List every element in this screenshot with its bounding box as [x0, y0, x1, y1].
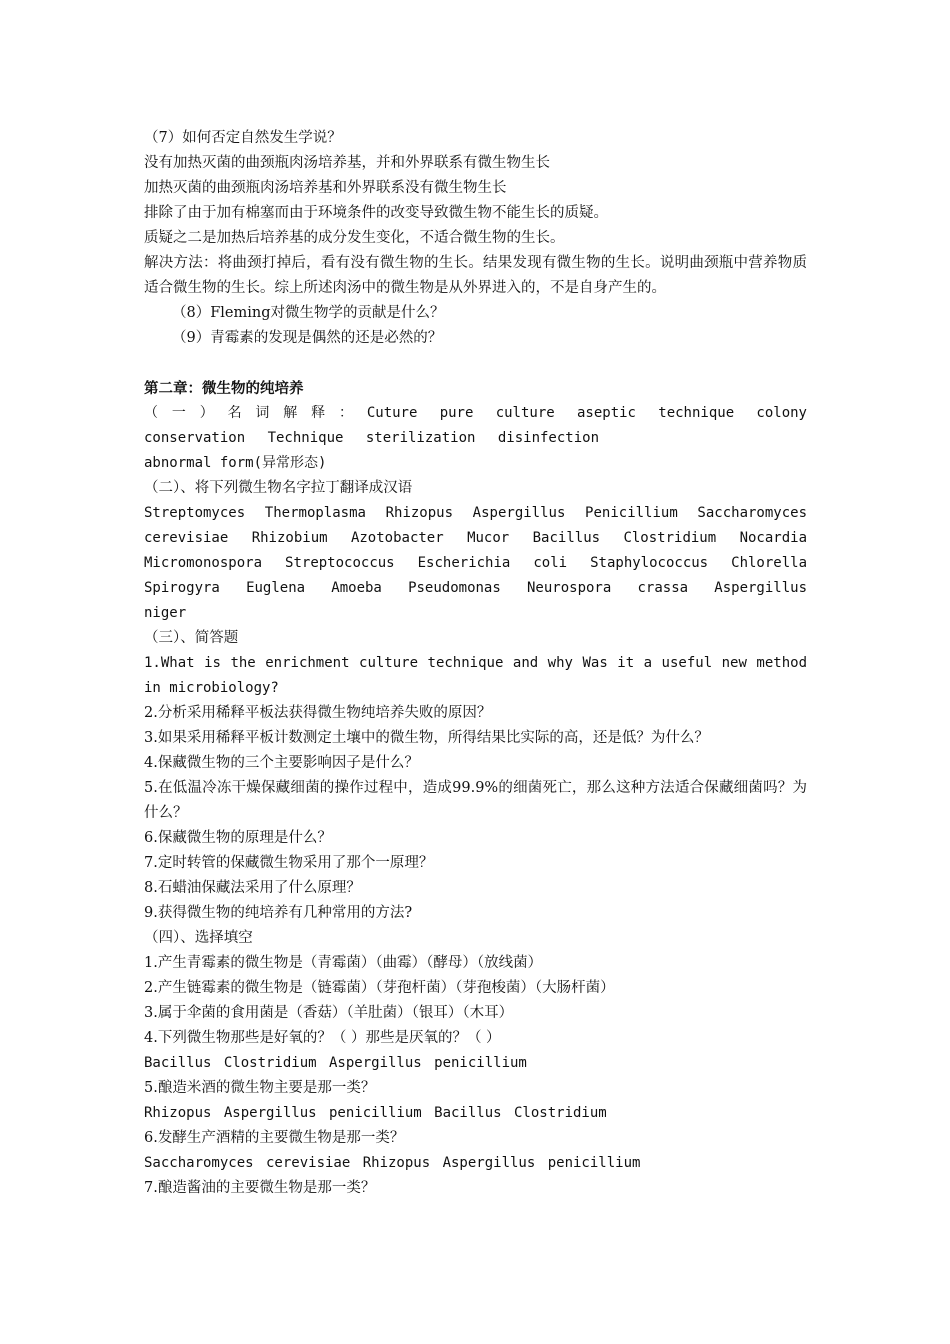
- terms-line-1: （一）名词解释：Cuture pure culture aseptic technique colony: [144, 405, 807, 421]
- short-answer-q8: 8.石蜡油保藏法采用了什么原理？: [144, 880, 361, 896]
- choice-q5: 5.酿造米酒的微生物主要是那一类？: [144, 1080, 376, 1096]
- choice-q6: 6.发酵生产酒精的主要微生物是那一类？: [144, 1130, 405, 1146]
- terms-line-2: conservation Technique sterilization disinfection: [144, 430, 600, 446]
- choice-q4-options: Bacillus Clostridium Aspergillus penicillium: [144, 1055, 527, 1071]
- choice-q7: 7.酿造酱油的主要微生物是那一类？: [144, 1180, 376, 1196]
- choice-q3: 3.属于伞菌的食用菌是（香菇）（羊肚菌）（银耳）（木耳）: [144, 1005, 514, 1021]
- question-7: （7）如何否定自然发生学说？: [144, 130, 342, 146]
- short-answer-q2: 2.分析采用稀释平板法获得微生物纯培养失败的原因？: [144, 705, 492, 721]
- short-answer-q5: 5.在低温冷冻干燥保藏细菌的操作过程中，造成99.9%的细菌死亡，那么这种方法适合保藏细菌吗？为什么？: [144, 780, 807, 821]
- choice-q6-options: Saccharomyces cerevisiae Rhizopus Aspergillus penicillium: [144, 1155, 641, 1171]
- choice-q2: 2.产生链霉素的微生物是（链霉菌）（芽孢杆菌）（芽孢梭菌）（大肠杆菌）: [144, 980, 615, 996]
- short-answer-q6: 6.保藏微生物的原理是什么？: [144, 830, 332, 846]
- choice-q4: 4.下列微生物那些是好氧的？（ ）那些是厌氧的？（ ）: [144, 1030, 501, 1046]
- answer-7-line-2: 加热灭菌的曲颈瓶肉汤培养基和外界联系没有微生物生长: [144, 180, 507, 196]
- latin-names-line-5: niger: [144, 605, 187, 621]
- choice-q5-options: Rhizopus Aspergillus penicillium Bacillus Clostridium: [144, 1105, 607, 1121]
- question-8: （8）Fleming对微生物学的贡献是什么？: [172, 305, 445, 321]
- short-answer-title: （三）、简答题: [144, 630, 239, 646]
- document-page: [144, 126, 807, 1201]
- answer-7-line-3: 排除了由于加有棉塞而由于环境条件的改变导致微生物不能生长的质疑。: [144, 205, 608, 221]
- short-answer-q3: 3.如果采用稀释平板计数测定土壤中的微生物，所得结果比实际的高，还是低？为什么？: [144, 730, 709, 746]
- choice-q1: 1.产生青霉素的微生物是（青霉菌）（曲霉）（酵母）（放线菌）: [144, 955, 543, 971]
- short-answer-q7: 7.定时转管的保藏微生物采用了那个一原理？: [144, 855, 434, 871]
- latin-names-line-3: Micromonospora Streptococcus Escherichia coli Staphylococcus Chlorella: [144, 555, 807, 571]
- short-answer-q1: 1.What is the enrichment culture technique and why Was it a useful new method in microbiology?: [144, 655, 807, 696]
- short-answer-q9: 9.获得微生物的纯培养有几种常用的方法?: [144, 905, 413, 921]
- latin-translation-title: （二）、将下列微生物名字拉丁翻译成汉语: [144, 480, 413, 496]
- choice-title: （四）、选择填空: [144, 930, 253, 946]
- terms-line-3: abnormal form(异常形态): [144, 455, 327, 471]
- question-9: （9）青霉素的发现是偶然的还是必然的？: [172, 330, 443, 346]
- latin-names-line-4: Spirogyra Euglena Amoeba Pseudomonas Neurospora crassa Aspergillus: [144, 580, 807, 596]
- latin-names-line-2: cerevisiae Rhizobium Azotobacter Mucor Bacillus Clostridium Nocardia: [144, 530, 807, 546]
- answer-7-line-1: 没有加热灭菌的曲颈瓶肉汤培养基，并和外界联系有微生物生长: [144, 155, 550, 171]
- spacer: [144, 351, 807, 376]
- chapter-2-title: 第二章：微生物的纯培养: [144, 380, 304, 397]
- answer-7-line-4: 质疑之二是加热后培养基的成分发生变化，不适合微生物的生长。: [144, 230, 565, 246]
- latin-names-line-1: Streptomyces Thermoplasma Rhizopus Aspergillus Penicillium Saccharomyces: [144, 505, 807, 521]
- short-answer-q4: 4.保藏微生物的三个主要影响因子是什么？: [144, 755, 419, 771]
- answer-7-solution: 解决方法：将曲颈打掉后，看有没有微生物的生长。结果发现有微生物的生长。说明曲颈瓶中营养物质适合微生物的生长。综上所述肉汤中的微生物是从外界进入的，不是自身产生的。: [144, 255, 807, 296]
